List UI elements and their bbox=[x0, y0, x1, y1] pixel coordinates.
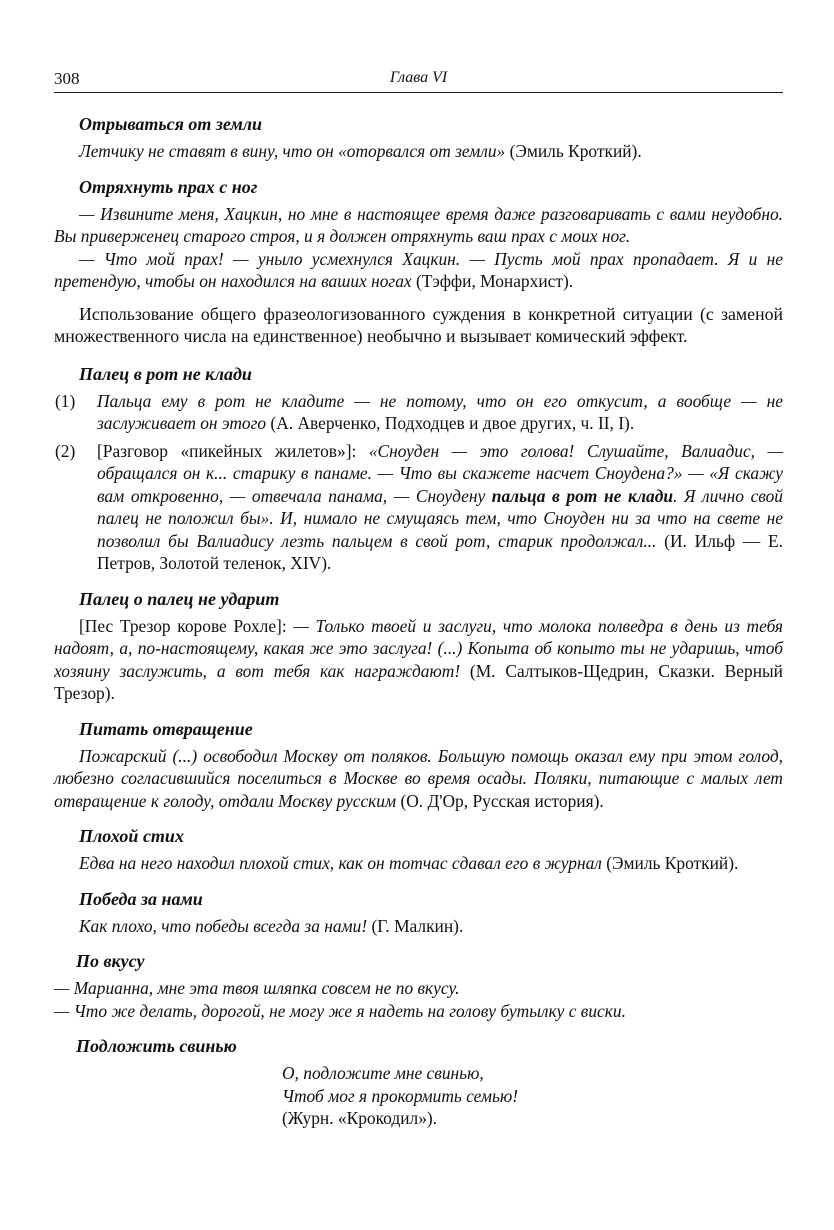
quote-text: Летчику не ставят в вину, что он «оторвался от земли» bbox=[79, 141, 506, 161]
quote-text: Пальца ему в рот не кладите — не потому, что он его откусит, а вообще — не заслуживает он этого bbox=[97, 390, 783, 433]
example-quote bbox=[97, 390, 783, 435]
entry-headword: Подложить свинью bbox=[76, 1036, 237, 1056]
entry-headword: По вкусу bbox=[76, 951, 145, 971]
author-comment: Использование общего фразеологизованного суждения в конкретной ситуации (с заменой множественного числа на единственное) необычно и вызывает комический эффект. bbox=[54, 303, 783, 346]
example-number: (2) bbox=[55, 440, 76, 461]
dictionary-entry bbox=[54, 887, 783, 938]
numbered-example bbox=[54, 390, 783, 435]
quote-context: [Разговор «пикейных жилетов»]: bbox=[97, 440, 369, 461]
quote-text: Как плохо, что победы всегда за нами! bbox=[79, 915, 368, 936]
dictionary-entry bbox=[54, 1034, 783, 1130]
quote-source: (О. Д'Ор, Русская история). bbox=[396, 790, 604, 811]
example-quote bbox=[54, 852, 783, 875]
quote-text: Едва на него находил плохой стих, как он тотчас сдавал его в журнал bbox=[79, 853, 602, 873]
chapter-title: Глава VI bbox=[389, 69, 448, 86]
quote-text: — Извините меня, Хацкин, но мне в настоящее время даже разговаривать с вами неудобно. Вы приверженец старого строя, и я должен отряхнуть ваш прах с моих ног. bbox=[54, 203, 783, 246]
entry-headword: Победа за нами bbox=[79, 888, 203, 909]
entry-headword: Питать отвращение bbox=[79, 718, 253, 739]
verse-source: (Журн. «Крокодил»). bbox=[282, 1108, 438, 1128]
page-number: 308 bbox=[54, 69, 80, 88]
dictionary-content bbox=[54, 112, 783, 1130]
entry-headword: Плохой стих bbox=[79, 826, 184, 846]
quote-text: Пожарский (...) освободил Москву от поляков. Большую помощь оказал ему при этом голод, любезно согласившийся поселиться в Москве во время осады. Поляки, питающие с малых лет отвращение к голоду, отдали Москву русским bbox=[54, 745, 783, 811]
quote-source: (Эмиль Кроткий). bbox=[505, 141, 642, 161]
quote-text: — Только твоей и заслуги, что молока полведра в день из тебя надоят, а, по-настоящему, какая же это заслуга! (...) Копыта об копыто ты не ударишь, чтоб хозяину заслужить, а вот тебя как награждают! bbox=[54, 615, 783, 681]
quote-text: — Что же делать, дорогой, не могу же я надеть на голову бутылку с виски. bbox=[54, 1000, 626, 1021]
example-quote bbox=[54, 248, 783, 293]
dictionary-entry bbox=[54, 175, 783, 348]
quote-text: — Марианна, мне эта твоя шляпка совсем не по вкусу. bbox=[54, 978, 460, 998]
entry-headword: Отряхнуть прах с ног bbox=[79, 176, 258, 197]
quote-text: — Что мой прах! — уныло усмехнулся Хацкин. — Пусть мой прах пропадает. Я и не претендую, чтобы он находился на ваших ногах bbox=[54, 248, 783, 291]
verse-line: О, подложите мне свинью, bbox=[282, 1063, 484, 1083]
quote-source: (М. Салтыков-Щедрин, Сказки. Верный Трезор). bbox=[54, 660, 783, 703]
example-quote bbox=[54, 615, 783, 705]
example-quote bbox=[54, 203, 783, 248]
dictionary-entry bbox=[54, 949, 783, 1022]
example-quote bbox=[54, 745, 783, 813]
running-header bbox=[54, 66, 783, 93]
verse-line: Чтоб мог я прокормить семью! bbox=[282, 1085, 518, 1106]
quote-source: (И. Ильф — Е. Петров, Золотой теленок, XIV). bbox=[97, 530, 784, 573]
highlighted-idiom: пальца в рот не клади bbox=[491, 485, 674, 506]
entry-headword: Палец в рот не клади bbox=[79, 363, 252, 384]
verse-quote bbox=[54, 1062, 783, 1130]
quote-source: (Тэффи, Монархист). bbox=[411, 271, 574, 291]
quote-source: (А. Аверченко, Подходцев и двое других, ч. II, I). bbox=[266, 413, 635, 433]
example-quote bbox=[97, 440, 783, 575]
quote-text: «Сноуден — это голова! Слушайте, Валиадис, — обращался он к... старику в панаме. — Что вы скажете насчет Сноудена?» — «Я скажу вам откровенно, — отвечала панама, — Сноудену bbox=[97, 440, 783, 506]
entry-headword: Отрываться от земли bbox=[79, 114, 263, 134]
quote-text: . Я лично свой палец не положил бы». И, нимало не смущаясь тем, что Сноуден ни за что на свете не позволил бы Валиадису лезть пальцем в свой рот, старик продолжал... bbox=[97, 485, 783, 551]
numbered-example bbox=[54, 440, 783, 575]
example-quote bbox=[54, 1000, 783, 1023]
dictionary-entry bbox=[54, 824, 783, 875]
dictionary-entry bbox=[54, 717, 783, 813]
example-quote bbox=[54, 915, 783, 938]
entry-headword: Палец о палец не ударит bbox=[79, 588, 280, 609]
example-quote bbox=[54, 977, 783, 1000]
book-page bbox=[54, 66, 783, 1130]
dictionary-entry bbox=[54, 112, 783, 163]
dictionary-entry bbox=[54, 362, 783, 575]
example-number: (1) bbox=[55, 390, 76, 411]
dictionary-entry bbox=[54, 587, 783, 705]
quote-source: (Г. Малкин). bbox=[367, 915, 464, 936]
example-quote bbox=[54, 140, 783, 163]
quote-source: (Эмиль Кроткий). bbox=[601, 853, 739, 873]
quote-context: [Пес Трезор корове Рохле]: bbox=[79, 615, 294, 636]
